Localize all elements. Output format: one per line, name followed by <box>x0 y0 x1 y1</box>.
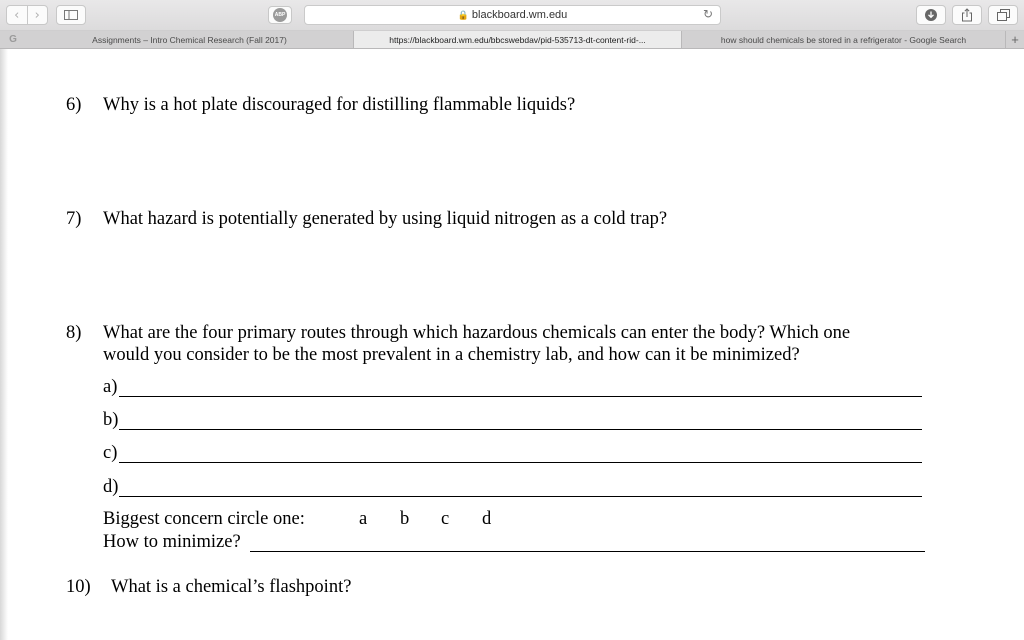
option-b-blank[interactable] <box>119 429 922 430</box>
page-left-shadow <box>0 49 8 640</box>
minimize-prompt: How to minimize? <box>103 532 241 552</box>
circle-choice-a[interactable]: a <box>359 509 368 529</box>
q10-number: 10) <box>66 577 91 597</box>
address-bar[interactable] <box>304 5 721 25</box>
q8-number: 8) <box>66 323 82 343</box>
option-a-label: a) <box>103 377 118 397</box>
tab-label: how should chemicals be stored in a refrigerator - Google Search <box>720 34 967 45</box>
option-d-label: d) <box>103 477 119 497</box>
circle-prompt: Biggest concern circle one: <box>103 509 305 529</box>
forward-icon[interactable]: › <box>34 7 40 23</box>
nav-buttons <box>6 5 48 25</box>
option-b-label: b) <box>103 410 119 430</box>
q8-line-1: What are the four primary routes through which hazardous chemicals can enter the body? Which one <box>103 323 851 343</box>
google-icon: G <box>9 34 17 45</box>
circle-choice-d[interactable]: d <box>482 509 492 529</box>
tab-bar <box>0 31 1024 49</box>
q8-line-2: would you consider to be the most prevalent in a chemistry lab, and how can it be minimized? <box>103 345 800 365</box>
downloads-button[interactable] <box>916 5 946 25</box>
circle-choice-b[interactable]: b <box>400 509 410 529</box>
tabs-icon <box>997 9 1010 21</box>
share-icon <box>961 8 973 22</box>
minimize-blank[interactable] <box>250 551 925 552</box>
option-c-blank[interactable] <box>119 462 922 463</box>
sidebar-toggle-button[interactable] <box>56 5 86 25</box>
new-tab-button[interactable]: + <box>1005 31 1024 48</box>
document-page <box>0 49 1024 640</box>
option-a-blank[interactable] <box>119 396 922 397</box>
tab-label: Assignments – Intro Chemical Research (Fall 2017) <box>92 34 287 45</box>
tab-label: https://blackboard.wm.edu/bbcswebdav/pid-535713-dt-content-rid-... <box>389 34 646 45</box>
tab-google-search[interactable] <box>682 31 1006 48</box>
circle-choice-c[interactable]: c <box>441 509 450 529</box>
q6-text: Why is a hot plate discouraged for distilling flammable liquids? <box>103 95 576 115</box>
tabs-overview-button[interactable] <box>988 5 1018 25</box>
q7-text: What hazard is potentially generated by using liquid nitrogen as a cold trap? <box>103 209 668 229</box>
q10-text: What is a chemical’s flashpoint? <box>111 577 352 597</box>
reload-icon[interactable]: ↻ <box>702 7 713 21</box>
option-d-blank[interactable] <box>119 496 922 497</box>
download-icon <box>925 9 937 21</box>
back-icon[interactable]: ‹ <box>7 6 28 24</box>
option-c-label: c) <box>103 443 118 463</box>
tab-document[interactable] <box>354 31 682 48</box>
sidebar-icon <box>64 10 78 20</box>
lock-icon: 🔒 <box>457 11 469 21</box>
address-url: blackboard.wm.edu <box>471 9 568 21</box>
browser-toolbar <box>0 0 1024 31</box>
q6-number: 6) <box>66 95 82 115</box>
share-button[interactable] <box>952 5 982 25</box>
adblock-icon: ABP <box>273 8 287 22</box>
tab-assignments[interactable] <box>26 31 354 48</box>
q7-number: 7) <box>66 209 82 229</box>
adblock-button[interactable] <box>268 6 292 24</box>
